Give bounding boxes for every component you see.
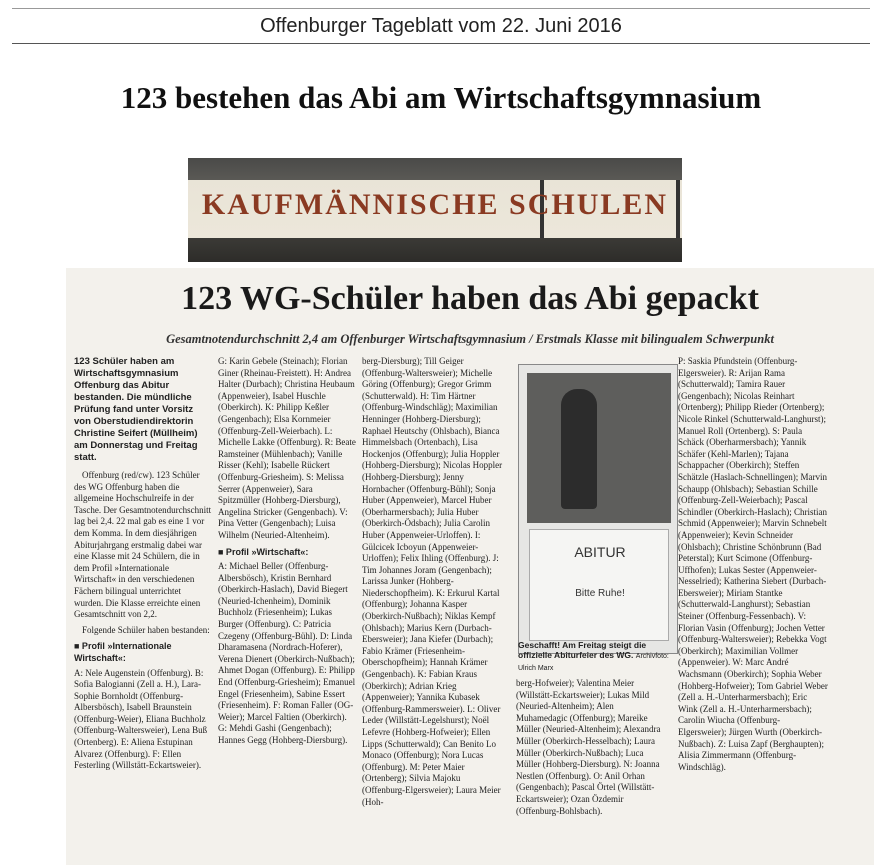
article-subtitle: Gesamtnotendurchschnitt 2,4 am Offenburger Wirtschaftsgymnasium / Erstmals Klasse mit bilingualem Schwerpunkt [166,332,774,346]
article-column-5 [678,356,828,773]
name-list: A: Michael Beller (Offenburg-Albersbösch), Kristin Bernhard (Oberkirch-Haslach), David Biegert (Neuried-Ichenheim), Dominik Buchholz (Friesenheim); Lukas Burger (Offenburg). C: Patricia Czegeny (Offenburg-Bühl). D: Linda Dharamasena (Nordrach-Hoferer), Verena Dienert (Oberkirch-Nußbach); Ahmet Dogan (Offenburg). E: Philipp End (Offenburg-Griesheim); Emanuel Engel (Friesenheim), Sabine Essert (Friesenheim). F: Roman Faller (OG-Weier); Marcel Faltien (Oberkirch). G: Mehdi Gashi (Gengenbach); Hannes Gegg (Hohberg-Diersburg). [218,561,356,745]
name-list: berg-Hofweier); Valentina Meier (Willstätt-Eckartsweier); Lukas Mild (Neuried-Altenheim); Alen Muhamedagic (Offenburg); Mareike Müller (Neuried-Altenheim); Alexandra Müller (Oberkirch-Hesselbach); Laura Müller (Oberkirch-Nußbach); Luca Müller (Hohberg-Diersburg). N: Joanna Nestlen (Offenburg). O: Anil Orhan (Gengenbach); Pascal Örtel (Willstätt-Eckartsweier); Ozan Özdemir (Offenburg-Bohlsbach). [516,678,661,816]
article-body: Folgende Schüler haben bestanden: [82,624,210,635]
article-lead: 123 Schüler haben am Wirtschaftsgymnasium Offenburg das Abitur bestanden. Die mündliche Prüfung fand unter Vorsitz von Oberstudiendirektorin Christine Seifert (Müllheim) am Donnerstag und Freitag statt. [74,356,198,463]
section-heading: ■ Profil »Wirtschaft«: [218,546,309,557]
article-clipping [66,268,874,865]
photo-door [527,373,671,523]
article-body: Offenburg (red/cw). 123 Schüler des WG Offenburg haben die allgemeine Hochschulreife in der Tasche. Der Gesamtnotendurchschnitt lag bei 2,4. 22 mal gab es eine 1 vor dem Komma. In dem diesjährigen Abiturjahrgang erstmalig dabei war eine Klasse mit 24 Schülern, die in dem Profil »Internationale Wirtschaft« in den verschiedenen Fächern bilingual unterrichtet wurden. Die Klasse erreichte einen Gesamtschnitt von 2,2. [74,470,212,620]
section-heading: ■ Profil »Internationale Wirtschaft«: [74,641,172,663]
name-list: berg-Diersburg); Till Geiger (Offenburg-Waltersweier); Michelle Göring (Offenburg); Gregor Grimm (Schutterwald). H: Tim Härtner (Offenburg-Windschläg); Maximilian Henninger (Hohberg-Diersburg); Raphael Heutschy (Ohlsbach), Bianca Himmelsbach (Ortenbach), Lisa Hockenjos (Offenburg); Julia Hoppler (Hohberg-Diersburg); Nicolas Hoppler (Hohberg-Diersburg); Jenny Hornbacher (Offenburg-Bühl); Sonja Huber (Appenweier), Marcel Huber (Oberharmersbach); Julia Huber (Oberkirch-Ödsbach); Julia Carolin Huber (Appenweier-Urloffen). I: Gülcicek Icboyun (Appenweier-Urloffen); Felix Ihling (Offenburg). J: Tim Johannes Joram (Gengenbach); Larissa Junker (Hohberg-Niederschopfheim). K: Erkurul Kartal (Offenburg); Johanna Kasper (Oberkirch-Nußbach); Niklas Kempf (Ohlsbach); Marius Kern (Durbach-Ebersweier); Jana Kiefer (Durbach); Fabio Krämer (Friesenheim-Oberschopfheim); Hannah Krämer (Gengenbach). K: Fabian Kraus (Oberkirch); Adrian Krieg (Appenweier); Yannika Kubasek (Offenburg-Rammersweier). L: Oliver Leder (Willstätt-Legelshurst); Noël Lefevre (Hohberg-Hofweier); Ellen Lipps (Schutterwald); Can Benito Lo Monaco (Offenburg); Nora Lucas (Offenburg). M: Peter Maier (Ortenberg); Silvia Majoku (Offenburg-Elgersweier); Laura Meier (Hoh- [362,356,503,807]
poster-subtitle: Bitte Ruhe! [575,588,625,599]
article-column-2 [218,356,356,747]
poster-title: ABITUR [574,544,626,560]
sign-text: KAUFMÄNNISCHE SCHULEN [201,188,669,221]
name-list: P: Saskia Pfundstein (Offenburg-Elgersweier). R: Arijan Rama (Schutterwald); Tamira Rauer (Gengenbach); Nicolas Reinhart (Ortenberg); Philipp Rieder (Ortenberg); Nicole Rinkel (Schutterwald-Langhurst); Manuel Roll (Ortenberg). S: Paula Schäck (Oberharmersbach); Yannik Schäfer (Kehl-Marlen); Tajana Schappacher (Oberkirch); Steffen Schätzle (Haslach-Schnellingen); Marvin Schaupp (Ohlsbach); Sebastian Schille (Offenburg-Zell-Weierbach); Pascal Schindler (Oberkirch-Haslach); Christian Schmid (Appenweier); Marvin Schnebelt (Appenweier); Kevin Schneider (Ohlsbach); Christine Schönbrunn (Bad Peterstal); Kurt Scimone (Offenburg-Uffhofen); Lukas Sester (Appenweier-Nesselried); Katherina Siebert (Durbach-Ebersweier); Miriam Stantke (Schutterwald-Langhurst); Sebastian Steiner (Offenburg-Fessenbach). V: Florian Vasin (Offenburg); Jochen Vetter (Offenburg-Waltersweier); Rebekka Vogt (Oberkirch); Maximilian Vollmer (Appenweier). W: Marc André Wachsmann (Oberkirch); Sophia Weber (Hohberg-Hofweier); Tom Gabriel Weber (Zell a. H.-Unterharmersbach); Eric Wink (Zell a. H.-Unterharmersbach); Carolin Wiucha (Offenburg-Elgersweier); Jürgen Wurth (Oberkirch-Nußbach). Z: Luisa Zapf (Berghaupten); Alisia Zimmermann (Offenburg-Windschläg). [678,356,828,772]
name-list: A: Nele Augenstein (Offenburg). B: Sofia Balogianni (Zell a. H.), Lara-Sophie Bornholdt (Offenburg-Albersbösch), Isabell Braunstein (Offenburg-Weier), Eliana Buchholz (Offenburg-Waltersweier), Lena Buß (Ortenberg). E: Aliena Estupinan Alvarez (Offenburg). F: Ellen Festerling (Willstätt-Eckartsweier). [74,667,208,771]
caption-text: Geschafft! Am Freitag steigt die offizielle Abiturfeier des WG. [518,640,647,660]
page-headline: 123 bestehen das Abi am Wirtschaftsgymnasium [120,80,762,115]
publication-header: Offenburger Tageblatt vom 22. Juni 2016 [12,8,870,44]
name-list: G: Karin Gebele (Steinach); Florian Giner (Rheinau-Freistett). H: Andrea Halter (Durbach); Christina Heubaum (Appenweier), Isabel Huschle (Oberkirch). K: Philipp Keßler (Gengenbach); Elsa Kornmeier (Offenburg-Zell-Weierbach). L: Michelle Lakke (Offenburg). R: Beate Ramsteiner (Mühlenbach); Vanille Risser (Kehl); Isabelle Rückert (Offenburg-Griesheim). S: Melissa Serrer (Appenweier), Sara Spitzmüller (Hohberg-Diersburg), Angelina Stricker (Gengenbach). V: Pina Vetter (Gengenbach); Luisa Wilhelm (Neuried-Altenheim). [218,356,356,540]
article-column-4 [516,678,666,817]
photo-credit: Archivfoto: Ulrich Marx [518,653,669,672]
article-column-1 [74,356,212,772]
school-sign-photo [188,158,682,262]
photo-caption [518,640,678,674]
photo-person [561,389,597,509]
article-title: 123 WG-Schüler haben das Abi gepackt [181,280,759,317]
article-column-3 [362,356,504,808]
abitur-photo [518,364,678,654]
photo-poster [529,529,669,641]
